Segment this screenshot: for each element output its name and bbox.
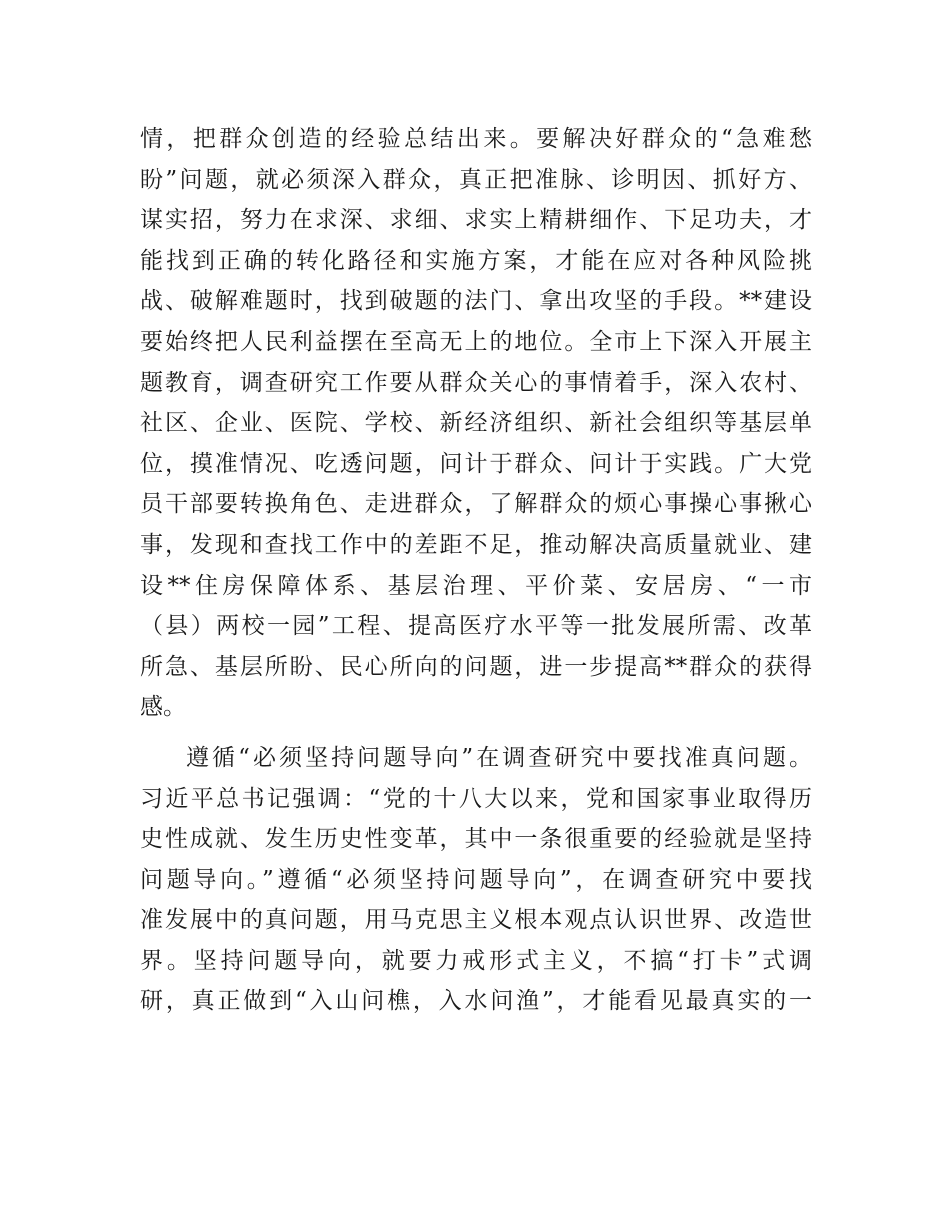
text-line: 问题导向。”遵循“必须坚持问题导向”，在调查研究中要找: [140, 866, 812, 893]
text-line: 设**住房保障体系、基层治理、平价菜、安居房、“一市: [140, 572, 812, 599]
text-line: 谋实招，努力在求深、求细、求实上精耕细作、下足功夫，才: [140, 207, 812, 234]
text-line: 史性成就、发生历史性变革，其中一条很重要的经验就是坚持: [140, 826, 812, 853]
text-line: 情，把群众创造的经验总结出来。要解决好群众的“急难愁: [140, 126, 812, 152]
text-line: 战、破解难题时，找到破题的法门、拿出攻坚的手段。**建设: [140, 288, 812, 315]
text-line: 事，发现和查找工作中的差距不足，推动解决高质量就业、建: [140, 531, 812, 558]
text-line: 研，真正做到“入山问樵，入水问渔”，才能看见最真实的一: [140, 988, 812, 1015]
paragraph-spacer: [140, 728, 812, 738]
text-line: 员干部要转换角色、走进群众，了解群众的烦心事操心事揪心: [140, 491, 812, 518]
text-line: 界。坚持问题导向，就要力戒形式主义，不搞“打卡”式调: [140, 947, 812, 974]
text-line: 社区、企业、医院、学校、新经济组织、新社会组织等基层单: [140, 410, 812, 437]
text-line: 能找到正确的转化路径和实施方案，才能在应对各种风险挑: [140, 247, 812, 274]
text-line: 盼”问题，就必须深入群众，真正把准脉、诊明因、抓好方、: [140, 166, 812, 193]
text-line: 位，摸准情况、吃透问题，问计于群众、问计于实践。广大党: [140, 450, 812, 477]
text-line: （县）两校一园”工程、提高医疗水平等一批发展所需、改革: [140, 613, 812, 640]
text-line: 感。: [140, 694, 186, 721]
text-line: 习近平总书记强调：“党的十八大以来，党和国家事业取得历: [140, 785, 812, 812]
text-line: 要始终把人民利益摆在至高无上的地位。全市上下深入开展主: [140, 328, 812, 355]
text-line: 题教育，调查研究工作要从群众关心的事情着手，深入农村、: [140, 369, 812, 396]
paragraph-1: [140, 119, 812, 728]
text-line: 遵循“必须坚持问题导向”在调查研究中要找准真问题。: [186, 744, 812, 771]
text-line: 所急、基层所盼、民心所向的问题，进一步提高**群众的获得: [140, 653, 812, 680]
paragraph-2: [140, 738, 812, 1022]
document-body: [140, 119, 812, 1022]
text-line: 准发展中的真问题，用马克思主义根本观点认识世界、改造世: [140, 907, 812, 934]
